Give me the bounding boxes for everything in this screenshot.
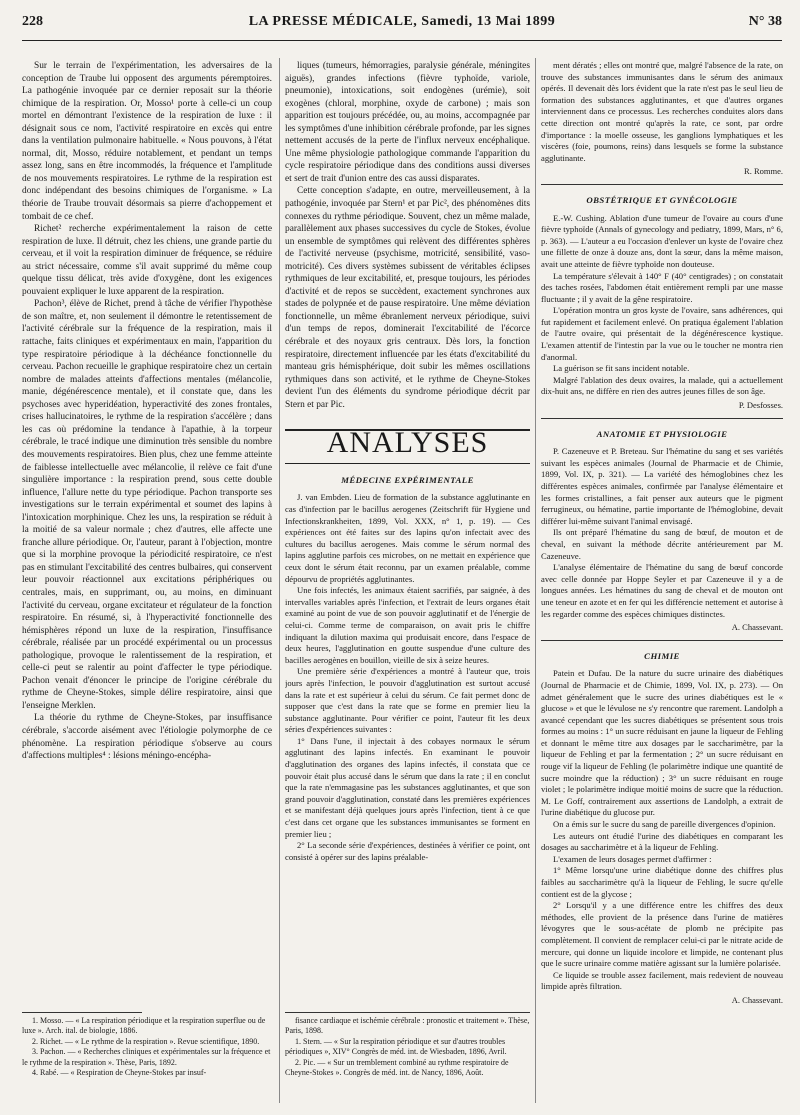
column-3 xyxy=(541,60,783,1100)
section-heading: MÉDECINE EXPÉRIMENTALE xyxy=(341,474,474,485)
abstract-paragraph: La guérison se fit sans incident notable. xyxy=(553,363,690,374)
section-heading: ANATOMIE ET PHYSIOLOGIE xyxy=(596,428,728,439)
abstract-paragraph: J. van Embden. Lieu de formation de la substance agglutinante en cas d'infection par le bacillus aerogenes (Zeitschrift für Hygiene und Infectionskrankheiten, 1899, Vol. XXX, n° 1, p. 19). — Ces expériences ont été faites sur des lapins qu'on infectait avec des cultures du bacillus aerogenes. Mais comme le sérum normal des lapins agglutine parfois ces microbes, on ne mettait en expérience que ceux dont le sérum était reconnu, par un examen préalable, comme dépourvu de propriétés agglutinantes. xyxy=(285,492,530,584)
author-signature: A. Chassevant. xyxy=(731,622,783,633)
page-header xyxy=(22,14,782,38)
abstract-paragraph: On a émis sur le sucre du sang de pareille divergences d'opinion. xyxy=(553,819,776,830)
abstract-paragraph: 1° Même lorsqu'une urine diabétique donne des chiffres plus faibles au saccharimètre qu'à la liqueur de Fehling, le sucre qu'elle contient est de la glycose ; xyxy=(541,865,783,899)
abstract-paragraph: La température s'élevait à 140° F (40° centigrades) ; on constatait des taches rosées, l'abdomen était entièrement rempli par une masse fluctuante ; il y avait de la gêne respiratoire. xyxy=(541,270,783,304)
abstract-paragraph: Malgré l'ablation des deux ovaires, la malade, qui a actuellement dix-huit ans, ne diffère en rien des autres jeunes filles de son âge. xyxy=(541,374,783,397)
footnote: 3. Pachon. — « Recherches cliniques et expérimentales sur la fréquence et le rythme de la respiration ». Thèse, Paris, 1892. xyxy=(22,1047,271,1067)
abstract-paragraph: E.-W. Cushing. Ablation d'une tumeur de l'ovaire au cours d'une fièvre typhoïde (Annals of gynecology and pediatry, 1899, Mars, n° 6, p. 363). — L'auteur a eu l'occasion d'enlever un kyste de l'ovaire chez une fillette de onze à douze ans, dont la sœur, dans la même maison, avait une atteinte de fièvre typhoïde non douteuse. xyxy=(541,212,783,269)
separator xyxy=(541,418,783,419)
section-heading: OBSTÉTRIQUE ET GYNÉCOLOGIE xyxy=(586,194,738,205)
abstract-paragraph: 2° Lorsqu'il y a une différence entre les chiffres des deux méthodes, elle provient de la présence dans l'urine de matières lévogyres que le sous-acétate de plomb ne précipite pas complètement. Il convient de remplacer celui-ci par le nitrate acide de mercure, qui donne un liquide incolore et limpide, ne contenant plus que le sucre urinaire comme matière agissant sur la lumière polarisée. xyxy=(541,900,783,969)
paragraph: Cette conception s'adapte, en outre, merveilleusement, à la pathogénie, invoquée par Stern¹ et par Pic², des phénomènes dits connexes du rythme périodique. Souvent, chez un même malade, parallèlement aux phases successives du cycle de Stokes, évolue un ensemble de symptômes qui relèvent des différentes sphères de l'activité nerveuse (psychisme, motricité, sensibilité, vaso-motricité). Ces divers systèmes subissent de véritables éclipses rythmiques de leur excitabilité, et, presque toujours, les périodes d'activité et de repos se succèdent, exactement synchrones aux stades de polypnée et de pause respiratoire. Une même déviation fonctionnelle, un même ébranlement nerveux périodique, suivi d'un temps de repos, dominerait l'excitabilité de l'écorce cérébrale et des noyaux gris centraux. Dès lors, la fonction respiratoire, directement influencée par les états d'excitabilité du manteau gris hémisphérique, doit subir les mêmes oscillations rythmiques dans son activité, et le rythme de Cheyne-Stokes devient l'un des éléments du syndrome périodique décrit par Stern et par Pic. xyxy=(285,186,530,410)
paragraph: Sur le terrain de l'expérimentation, les adversaires de la conception de Traube lui opposent des arguments péremptoires. La pathogénie invoquée par ce dernier reposait sur la théorie chimique de la respiration. Or, Mosso¹ porte à celle-ci un coup mortel en démontrant l'existence de la respiration de luxe : il désignait sous ce nom, l'activité respiratoire en excès qui entre dans la ventilation pulmonaire habituelle. « Nous pouvons, à l'état normal, dit, Mosso, réduire notablement, et pendant un temps assez long, sans en être incommodés, la fréquence et l'amplitude de nos mouvements respiratoires. Le rythme de la respiration est donc indépendant des besoins chimiques de l'organisme. » La théorie de Traube trouvait désormais sa pierre d'achoppement et tombait de ce chef. xyxy=(22,61,272,222)
column-2 xyxy=(285,60,530,1010)
footnote: 1. Mosso. — « La respiration périodique et la respiration superflue ou de luxe ». Arch. ital. de biologie, 1886. xyxy=(22,1016,266,1036)
footnote: 4. Rabé. — « Respiration de Cheyne-Stokes par insuf- xyxy=(32,1068,207,1078)
analyses-banner xyxy=(285,426,530,464)
page-number: 228 xyxy=(22,14,43,29)
abstract-paragraph: Ils ont préparé l'hématine du sang de bœuf, de mouton et de cheval, en suivant la méthode décrite antérieurement par M. Cazeneuve. xyxy=(541,527,783,561)
abstract-paragraph: L'opération montra un gros kyste de l'ovaire, sans adhérences, qui fut rapidement et facilement enlevé. On pratiqua également l'ablation de l'autre ovaire, qui présentait de la dégénérescence kystique. L'examen attentif de l'intestin par la vue ou le toucher ne montra rien d'anormal. xyxy=(541,305,783,362)
footnotes-column-1 xyxy=(22,1016,272,1078)
footnote: 1. Stern. — « Sur la respiration périodique et sur d'autres troubles périodiques », XIV° Congrès de méd. int. de Wiesbaden, 1896, Avril. xyxy=(285,1036,507,1057)
abstract-paragraph: ment dératés ; elles ont montré que, malgré l'absence de la rate, on trouve des substances immunisantes dans le sérum des animaux opérés. Il devenait dès lors évident que la rate n'est pas le seul lieu de formation des substances agglutinantes, et que d'autres organes interviennent dans ce processus. Les recherches conduites alors dans cette direction ont montré qu'après la rate, ce sont, par ordre d'importance : la moelle osseuse, les ganglions lymphatiques et les viscères (foie, poumons, reins) dans lesquels se forme la substance agglutinante. xyxy=(541,60,783,163)
journal-title: LA PRESSE MÉDICALE, Samedi, 13 Mai 1899 xyxy=(248,14,556,29)
abstract-paragraph: 1° Dans l'une, il injectait à des cobayes normaux le sérum agglutinant des lapins infectés. En examinant le pouvoir d'agglutination des organes des lapins infectés, il constata que ce pouvoir était plus accusé dans le sérum que dans la rate ; il en conclut que la rate n'emmagasine pas les substances agglutinantes, et que son grand pouvoir d'agglutination, constaté dans les premières expériences et se manifestant déjà quelques jours après l'infection, tient à ce que c'est dans cet organe que les substances immunisantes se forment en premier lieu ; xyxy=(285,735,530,839)
abstract-paragraph: Patein et Dufau. De la nature du sucre urinaire des diabétiques (Journal de Pharmacie et de Chimie, 1899, Vol. IX, p. 273). — On admet généralement que le sucre des urines diabétiques est le « glucose » et que le lévulose ne s'y rencontre que rarement. Landolph a avancé cependant que les sucres diabétiques se présentent sous trois formes au moins : 1° un sucre réduisant en jaune la liqueur de Fehling et donnant le même titre aux dosages par le saccharimètre, par la liqueur de Fehling et par la fermentation ; 2° un sucre réduisant en rouge vif la liqueur de Fehling (le polarimètre indique une quantité de sucre moindre que la réduction) ; 3° un sucre réduisant en rouge violet ; le polarimètre indique moitié moins de sucre que la réduction. M. Le Goff, contrairement aux assertions de Landolph, a extrait de l'urine diabétique du glucose pur. xyxy=(541,668,783,818)
issue-number: N° 38 xyxy=(748,14,782,29)
abstract-paragraph: L'analyse élémentaire de l'hématine du sang de bœuf concorde avec celle donnée par Hoppe Seyler et par Cazeneuve il y a de longues années. Les hématines du sang de cheval et de mouton ont une teneur en azote et en fer qui les différencie nettement et autorise à les regarder comme des espèces chimiques distinctes. xyxy=(541,562,783,619)
footnote: 2. Pic. — « Sur un tremblement combiné au rythme respiratoire de Cheyne-Stokes ». Congrès de méd. int. de Nancy, 1896, Août. xyxy=(285,1057,509,1078)
column-divider-1 xyxy=(279,58,280,1103)
paragraph: Pachon³, élève de Richet, prend à tâche de vérifier l'hypothèse de son maître, et, non seulement il démontre le retentissement de l'activité cérébrale sur la fréquence de la respiration, mais il rattache, faits cliniques et expérimentaux en main, l'apparition du type respiratoire périodique à la déchéance fonctionnelle du cerveau. Pachon recueille le graphique respiratoire chez un certain nombre de malades atteints d'affections mentales (mélancolie, manie, dégénérescence mentale), et il constate que, dans les psychoses avec hyperidéation, hyperactivité des zones frontales, crises hallucinatoires, le rythme de la respiration s'accélère ; dans les cas où prédomine la tendance à l'apathie, à la torpeur cérébrale, le tracé indique une diminution très sensible du nombre des mouvements respiratoires. Bien plus, chez une femme atteinte de faiblesse intellectuelle avec mélancolie, il relève ce fait d'une singulière importance : la respiration prend, sous cette double influence, l'allure nette du type périodique. Pachon transporte ses investigations sur le terrain expérimental et soumet des lapins à l'intoxication morphinique. Chez les uns, la respiration se réduit à la moitié de sa valeur normale ; chez d'autres, elle affecte une franche allure périodique. Or, l'auteur, parant à l'objection, montre que si la morphine provoque la périodicité respiratoire, ce n'est pas en stimulant l'excitabilité des centres bulbaires, qui conservent leur pouvoir réactionnel aux excitations périphériques ou centrales, mais, en supprimant, ou, au moins, en diminuant l'activité du cerveau, organe excitateur et régulateur de la fonction respiratoire. En résumé, si, à l'hyperactivité fonctionnelle des hémisphères répond un luxe de la respiration, l'insuffisance cérébrale, réalisée par un procédé expérimental ou un processus pathologique, provoque le ralentissement de la respiration, et celle-ci peut se ralentir au point d'affecter le type périodique. Pachon venait d'énoncer le principe de l'origine cérébrale du rythme de Cheyne-Stokes, simple délire respiratoire, ainsi que l'enseigne Merklen. xyxy=(22,299,272,711)
analyses-title: ANALYSES xyxy=(326,426,489,460)
paragraph: Richet² recherche expérimentalement la raison de cette respiration de luxe. Il détruit, chez les chiens, une grande partie du cerveau, et il voit la respiration diminuer de fréquence, se réduire au strict nécessaire, comme s'il avait supprimé du même coup quelque tissu délicat, très avide d'oxygène, dont les exigences pouvaient expliquer le luxe apparent de la respiration. xyxy=(22,224,272,297)
paragraph: liques (tumeurs, hémorragies, paralysie générale, méningites aiguës), grandes infections (fièvre typhoïde, variole, pneumonie), intoxications, soit endogènes (urémie), soit exogènes (chloral, morphine, oxyde de carbone) ; mais son apparition est toujours précédée, ou, au moins, accompagnée par les symptômes d'une inhibition cérébrale profonde, par les signes nettement accusés de la perte de l'influx nerveux encéphalique. Une même physiologie pathologique commande l'apparition du cycle respiratoire périodique dans des conditions aussi diverses et sert de trait d'union entre des cas aussi disparates. xyxy=(285,61,530,184)
header-rule xyxy=(22,40,782,41)
footnote-rule xyxy=(22,1012,142,1013)
abstract-paragraph: P. Cazeneuve et P. Breteau. Sur l'hématine du sang et ses variétés suivant les espèces animales (Journal de Pharmacie et de Chimie, 1899, Vol. IX, p. 321). — La variété des hémoglobines chez les différentes espèces animales, confirmée par l'analyse élémentaire et les formes cristallines, a fait penser aux auteurs que le pigment ferrugineux, ou hématine, partie importante de l'hémoglobine, devait différer lui-même suivant l'animal envisagé. xyxy=(541,446,783,526)
footnote: 2. Richet. — « Le rythme de la respiration ». Revue scientifique, 1890. xyxy=(32,1036,260,1046)
author-signature: P. Desfosses. xyxy=(738,400,783,411)
footnote-rule xyxy=(285,1012,530,1013)
abstract-paragraph: Une fois infectés, les animaux étaient sacrifiés, par saignée, à des intervalles variables après l'infection, et l'extrait de leurs organes était examiné au point de vue de son pouvoir agglutinatif et de l'énergie de celui-ci. Comme terme de comparaison, on avait pris le chiffre indiquant la dilution maxima qui produisait encore, dans l'espace de deux heures, l'agglutination en goutte suspendue d'une culture des bacilles aerogènes en bouillon, vieille de six à seize heures. xyxy=(285,585,530,665)
abstract-paragraph: L'examen de leurs dosages permet d'affirmer : xyxy=(553,853,712,864)
abstract-paragraph: 2° La seconde série d'expériences, destinées à vérifier ce point, ont consisté à opérer sur des lapins préalable- xyxy=(285,840,530,862)
paragraph: La théorie du rythme de Cheyne-Stokes, par insuffisance cérébrale, s'accorde aisément avec l'étiologie polymorphe de ce phénomène. La respiration périodique s'observe au cours d'affections multiples⁴ : lésions méningo-encépha- xyxy=(22,713,272,762)
column-1 xyxy=(22,60,272,1008)
separator xyxy=(541,640,783,641)
abstract-paragraph: Ce liquide se trouble assez facilement, mais redevient de nouveau limpide après filtration. xyxy=(541,969,783,992)
footnotes-column-2 xyxy=(285,1016,530,1078)
abstract-paragraph: Les auteurs ont étudié l'urine des diabétiques en comparant les dosages au saccharimètre et à la liqueur de Fehling. xyxy=(541,830,783,853)
abstract-paragraph: Une première série d'expériences a montré à l'auteur que, trois jours après l'infection, le pouvoir d'agglutination est surtout accusé dans la rate et est supérieur à celui du sérum. Ce fait permet donc de supposer que c'est dans la rate que se forme en premier lieu la substance agglutinante. Pour vérifier ce point, l'auteur fit les deux séries d'expériences suivantes : xyxy=(285,666,530,735)
footnote: fisance cardiaque et ischémie cérébrale : pronostic et traitement ». Thèse, Paris, 1898. xyxy=(285,1016,530,1036)
column-divider-2 xyxy=(535,58,536,1103)
section-heading: CHIMIE xyxy=(644,650,680,661)
author-signature: A. Chassevant. xyxy=(731,994,783,1005)
separator xyxy=(541,184,783,185)
author-signature: R. Romme. xyxy=(744,166,783,177)
